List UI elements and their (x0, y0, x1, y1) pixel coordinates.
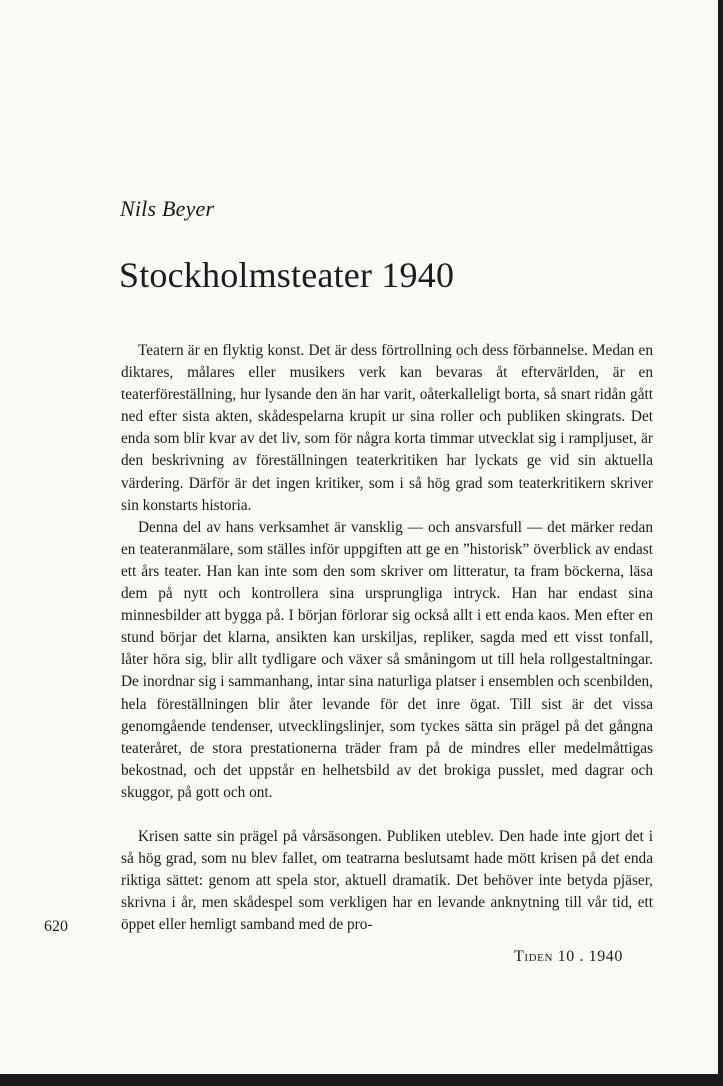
article-body (121, 340, 653, 936)
page-number: 620 (44, 918, 68, 935)
article-title: Stockholmsteater 1940 (119, 255, 455, 295)
paragraph: Denna del av hans verksamhet är vansklig — och ansvarsfull — det märker redan en teateranmälare, som ställes inför uppgiften att ge en ”historisk” överblick av endast ett års teater. Han kan inte som den som skriver om litteratur, ta fram böckerna, läsa dem på nytt och kontrollera sina ursprungliga intryck. Han har endast sina minnesbilder att bygga på. I början förlorar sig också allt i ett enda kaos. Men efter en stund börjar det klarna, ansikten kan urskiljas, repliker, sagda med ett visst tonfall, låter höra sig, blir allt tydligare och växer så småningom ut till hela rollgestaltningar. De inordnar sig i sammanhang, intar sina naturliga platser i ensemblen och scenbilden, hela föreställningen blir åter levande för det inre ögat. Till sist är det vissa genomgående tendenser, utvecklingslinjer, som tyckes sätta sin prägel på det gångna teateråret, de stora prestationerna träder fram på de mindres eller medelmåttigas bekostnad, och det uppstår en helhetsbild av det brokiga pusslet, med dagrar och skuggor, på gott och ont. (121, 518, 653, 801)
author-name: Nils Beyer (120, 196, 215, 221)
paragraph: Teatern är en flyktig konst. Det är dess förtrollning och dess förbannelse. Medan en diktares, målares eller musikers verk kan bevaras åt eftervärlden, är en teaterföreställning, hur lysande den än har varit, oåterkalleligt borta, så snart ridån gått ned efter sista akten, skådespelarna krupit ur sina roller och publiken skingrats. Det enda som blir kvar av det liv, som för några korta timmar utvecklat sig i rampljuset, är den beskrivning av föreställningen teaterkritiken har lyckats ge vid sin aktuella värdering. Därför är det ingen kritiker, som i så hög grad som teaterkritikern skriver sin konstarts historia. (121, 342, 653, 514)
paragraph: Krisen satte sin prägel på vårsäsongen. Publiken uteblev. Den hade inte gjort det i så hög grad, som nu blev fallet, om teatrarna beslutsamt hade mött krisen på det enda riktiga sättet: genom att spela stor, aktuell dramatik. Det behöver inte betyda pjäser, skrivna i år, men skådespel som verkligen har en levande anknytning till vår tid, ett öppet eller hemligt samband med de pro- (121, 827, 653, 934)
journal-footer: Tiden 10 . 1940 (513, 948, 623, 965)
